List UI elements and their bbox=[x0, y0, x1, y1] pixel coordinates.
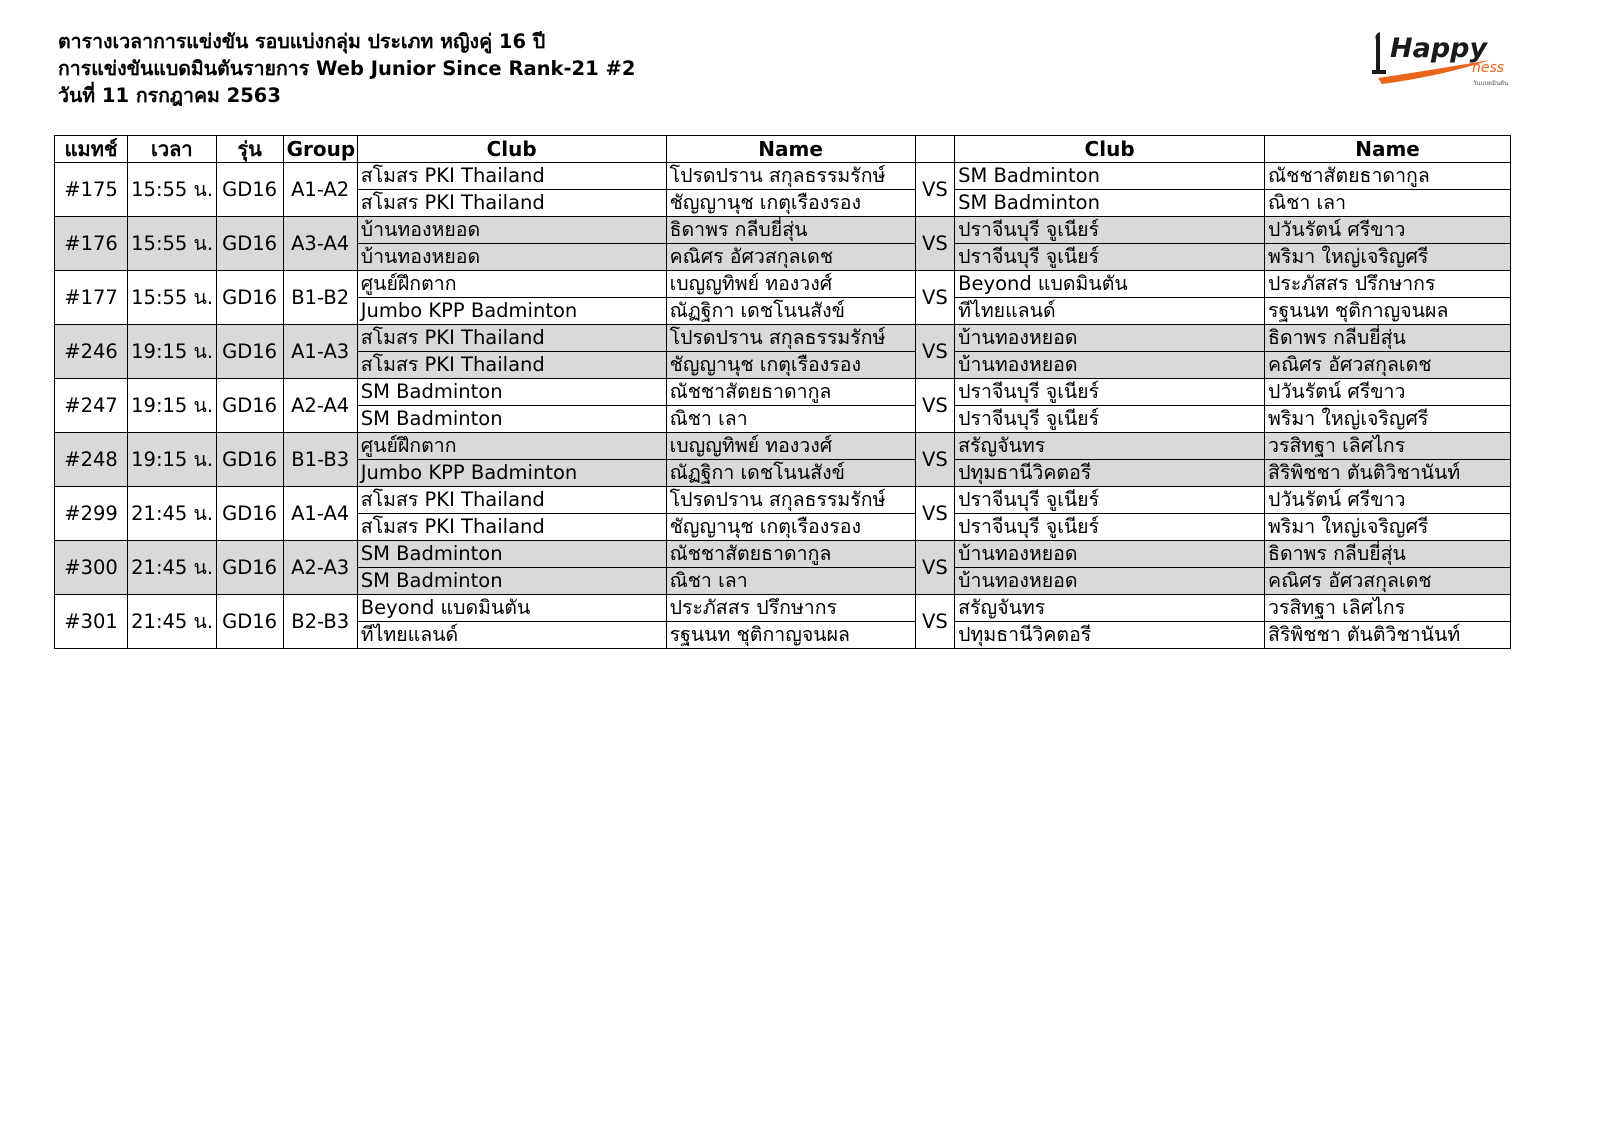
player-name-b: คณิศร อัศวสกุลเดช bbox=[1265, 352, 1511, 379]
club-a: ศูนย์ฝึกตาก bbox=[357, 433, 666, 460]
player-name-b: ปวันรัตน์ ศรีขาว bbox=[1265, 217, 1511, 244]
match-group: A1-A4 bbox=[283, 487, 357, 541]
club-b: ทีไทยแลนด์ bbox=[955, 298, 1265, 325]
player-name-a: โปรดปราน สกุลธรรมรักษ์ bbox=[666, 487, 915, 514]
player-name-b: พริมา ใหญ่เจริญศรี bbox=[1265, 244, 1511, 271]
club-b: ปราจีนบุรี จูเนียร์ bbox=[955, 406, 1265, 433]
vs-label: VS bbox=[915, 217, 955, 271]
player-name-b: วรสิทฐา เลิศไกร bbox=[1265, 433, 1511, 460]
player-name-a: ณัชชาสัตยธาดากูล bbox=[666, 541, 915, 568]
club-b: สรัญจันทร bbox=[955, 595, 1265, 622]
match-class: GD16 bbox=[216, 217, 283, 271]
club-a: Jumbo KPP Badminton bbox=[357, 298, 666, 325]
match-number: #248 bbox=[55, 433, 128, 487]
player-name-a: ณัฏฐิกา เดชโนนสังข์ bbox=[666, 460, 915, 487]
header-group: Group bbox=[283, 136, 357, 163]
player-name-a: ธิดาพร กลีบยี่สุ่น bbox=[666, 217, 915, 244]
club-b: SM Badminton bbox=[955, 163, 1265, 190]
match-group: B2-B3 bbox=[283, 595, 357, 649]
player-name-a: ชัญญานุช เกตุเรืองรอง bbox=[666, 352, 915, 379]
club-b: Beyond แบดมินตัน bbox=[955, 271, 1265, 298]
player-name-a: ณิชา เลา bbox=[666, 406, 915, 433]
header-time: เวลา bbox=[128, 136, 216, 163]
club-b: บ้านทองหยอด bbox=[955, 568, 1265, 595]
club-a: สโมสร PKI Thailand bbox=[357, 514, 666, 541]
header-club-a: Club bbox=[357, 136, 666, 163]
table-row bbox=[55, 379, 1511, 406]
club-a: SM Badminton bbox=[357, 379, 666, 406]
match-number: #177 bbox=[55, 271, 128, 325]
player-name-a: ณัชชาสัตยธาดากูล bbox=[666, 379, 915, 406]
player-name-a: ชัญญานุช เกตุเรืองรอง bbox=[666, 514, 915, 541]
match-class: GD16 bbox=[216, 541, 283, 595]
club-a: ศูนย์ฝึกตาก bbox=[357, 271, 666, 298]
club-a: Beyond แบดมินตัน bbox=[357, 595, 666, 622]
match-time: 19:15 น. bbox=[128, 379, 216, 433]
player-name-a: ชัญญานุช เกตุเรืองรอง bbox=[666, 190, 915, 217]
header-event: การแข่งขันแบดมินตันรายการ Web Junior Since Rank-21 #2 bbox=[58, 57, 636, 80]
player-name-b: พริมา ใหญ่เจริญศรี bbox=[1265, 514, 1511, 541]
match-number: #247 bbox=[55, 379, 128, 433]
match-class: GD16 bbox=[216, 163, 283, 217]
player-name-b: ธิดาพร กลีบยี่สุ่น bbox=[1265, 325, 1511, 352]
match-number: #175 bbox=[55, 163, 128, 217]
club-b: บ้านทองหยอด bbox=[955, 352, 1265, 379]
vs-label: VS bbox=[915, 487, 955, 541]
player-name-b: วรสิทฐา เลิศไกร bbox=[1265, 595, 1511, 622]
match-group: A3-A4 bbox=[283, 217, 357, 271]
player-name-b: พริมา ใหญ่เจริญศรี bbox=[1265, 406, 1511, 433]
club-a: สโมสร PKI Thailand bbox=[357, 190, 666, 217]
logo-text-sub: ness bbox=[1472, 60, 1505, 76]
player-name-b: สิริพิชชา ตันติวิชานันท์ bbox=[1265, 622, 1511, 649]
match-number: #299 bbox=[55, 487, 128, 541]
club-b: ปทุมธานีวิคตอรี bbox=[955, 622, 1265, 649]
match-class: GD16 bbox=[216, 379, 283, 433]
match-group: A1-A2 bbox=[283, 163, 357, 217]
vs-label: VS bbox=[915, 271, 955, 325]
player-name-b: สิริพิชชา ตันติวิชานันท์ bbox=[1265, 460, 1511, 487]
club-a: สโมสร PKI Thailand bbox=[357, 325, 666, 352]
table-row bbox=[55, 487, 1511, 514]
player-name-a: รฐนนท ชุติกาญจนผล bbox=[666, 622, 915, 649]
club-a: บ้านทองหยอด bbox=[357, 244, 666, 271]
player-name-a: คณิศร อัศวสกุลเดช bbox=[666, 244, 915, 271]
player-name-a: โปรดปราน สกุลธรรมรักษ์ bbox=[666, 325, 915, 352]
player-name-a: เบญญทิพย์ ทองวงศ์ bbox=[666, 433, 915, 460]
match-class: GD16 bbox=[216, 271, 283, 325]
vs-label: VS bbox=[915, 325, 955, 379]
match-group: B1-B2 bbox=[283, 271, 357, 325]
club-a: บ้านทองหยอด bbox=[357, 217, 666, 244]
match-class: GD16 bbox=[216, 325, 283, 379]
club-a: สโมสร PKI Thailand bbox=[357, 487, 666, 514]
table-row bbox=[55, 217, 1511, 244]
player-name-b: ปวันรัตน์ ศรีขาว bbox=[1265, 487, 1511, 514]
header-match: แมทช์ bbox=[55, 136, 128, 163]
club-b: ปราจีนบุรี จูเนียร์ bbox=[955, 514, 1265, 541]
club-a: ทีไทยแลนด์ bbox=[357, 622, 666, 649]
logo-text-small: วันแบดมินตัน bbox=[1473, 80, 1509, 87]
match-time: 21:45 น. bbox=[128, 595, 216, 649]
match-group: A2-A3 bbox=[283, 541, 357, 595]
club-a: SM Badminton bbox=[357, 568, 666, 595]
document-header bbox=[58, 28, 635, 109]
header-date: วันที่ 11 กรกฎาคม 2563 bbox=[58, 84, 281, 107]
club-a: SM Badminton bbox=[357, 406, 666, 433]
header-title: ตารางเวลาการแข่งขัน รอบแบ่งกลุ่ม ประเภท หญิงคู่ 16 ปี bbox=[58, 30, 546, 53]
vs-label: VS bbox=[915, 163, 955, 217]
player-name-a: ณัฏฐิกา เดชโนนสังข์ bbox=[666, 298, 915, 325]
club-b: ปราจีนบุรี จูเนียร์ bbox=[955, 217, 1265, 244]
table-row bbox=[55, 163, 1511, 190]
match-class: GD16 bbox=[216, 595, 283, 649]
vs-label: VS bbox=[915, 379, 955, 433]
club-b: SM Badminton bbox=[955, 190, 1265, 217]
match-time: 15:55 น. bbox=[128, 271, 216, 325]
happyness-logo bbox=[1372, 30, 1522, 88]
header-class: รุ่น bbox=[216, 136, 283, 163]
match-time: 19:15 น. bbox=[128, 325, 216, 379]
player-name-b: คณิศร อัศวสกุลเดช bbox=[1265, 568, 1511, 595]
vs-label: VS bbox=[915, 433, 955, 487]
match-time: 15:55 น. bbox=[128, 217, 216, 271]
table-header-row bbox=[55, 136, 1511, 163]
match-group: A2-A4 bbox=[283, 379, 357, 433]
header-name-b: Name bbox=[1265, 136, 1511, 163]
table-row bbox=[55, 433, 1511, 460]
club-b: ปทุมธานีวิคตอรี bbox=[955, 460, 1265, 487]
club-a: สโมสร PKI Thailand bbox=[357, 163, 666, 190]
player-name-b: ปวันรัตน์ ศรีขาว bbox=[1265, 379, 1511, 406]
player-name-b: ประภัสสร ปรึกษากร bbox=[1265, 271, 1511, 298]
player-name-b: รฐนนท ชุติกาญจนผล bbox=[1265, 298, 1511, 325]
club-a: สโมสร PKI Thailand bbox=[357, 352, 666, 379]
match-time: 15:55 น. bbox=[128, 163, 216, 217]
table-row bbox=[55, 595, 1511, 622]
club-a: SM Badminton bbox=[357, 541, 666, 568]
table-row bbox=[55, 271, 1511, 298]
player-name-a: ณิชา เลา bbox=[666, 568, 915, 595]
match-time: 19:15 น. bbox=[128, 433, 216, 487]
match-group: B1-B3 bbox=[283, 433, 357, 487]
header-name-a: Name bbox=[666, 136, 915, 163]
match-class: GD16 bbox=[216, 433, 283, 487]
player-name-b: ธิดาพร กลีบยี่สุ่น bbox=[1265, 541, 1511, 568]
schedule-body bbox=[55, 163, 1511, 649]
header-vs bbox=[915, 136, 955, 163]
match-number: #300 bbox=[55, 541, 128, 595]
match-number: #246 bbox=[55, 325, 128, 379]
player-name-b: ณิชา เลา bbox=[1265, 190, 1511, 217]
club-b: ปราจีนบุรี จูเนียร์ bbox=[955, 487, 1265, 514]
player-name-b: ณัชชาสัตยธาดากูล bbox=[1265, 163, 1511, 190]
schedule-table bbox=[54, 135, 1511, 649]
match-class: GD16 bbox=[216, 487, 283, 541]
player-name-a: โปรดปราน สกุลธรรมรักษ์ bbox=[666, 163, 915, 190]
header-club-b: Club bbox=[955, 136, 1265, 163]
match-time: 21:45 น. bbox=[128, 487, 216, 541]
club-b: บ้านทองหยอด bbox=[955, 541, 1265, 568]
club-b: ปราจีนบุรี จูเนียร์ bbox=[955, 379, 1265, 406]
club-b: ปราจีนบุรี จูเนียร์ bbox=[955, 244, 1265, 271]
player-name-a: เบญญทิพย์ ทองวงศ์ bbox=[666, 271, 915, 298]
club-b: บ้านทองหยอด bbox=[955, 325, 1265, 352]
vs-label: VS bbox=[915, 595, 955, 649]
player-name-a: ประภัสสร ปรึกษากร bbox=[666, 595, 915, 622]
match-time: 21:45 น. bbox=[128, 541, 216, 595]
logo-text-main: Happy bbox=[1390, 33, 1488, 64]
match-number: #301 bbox=[55, 595, 128, 649]
match-number: #176 bbox=[55, 217, 128, 271]
table-row bbox=[55, 541, 1511, 568]
club-b: สรัญจันทร bbox=[955, 433, 1265, 460]
table-row bbox=[55, 325, 1511, 352]
vs-label: VS bbox=[915, 541, 955, 595]
club-a: Jumbo KPP Badminton bbox=[357, 460, 666, 487]
match-group: A1-A3 bbox=[283, 325, 357, 379]
